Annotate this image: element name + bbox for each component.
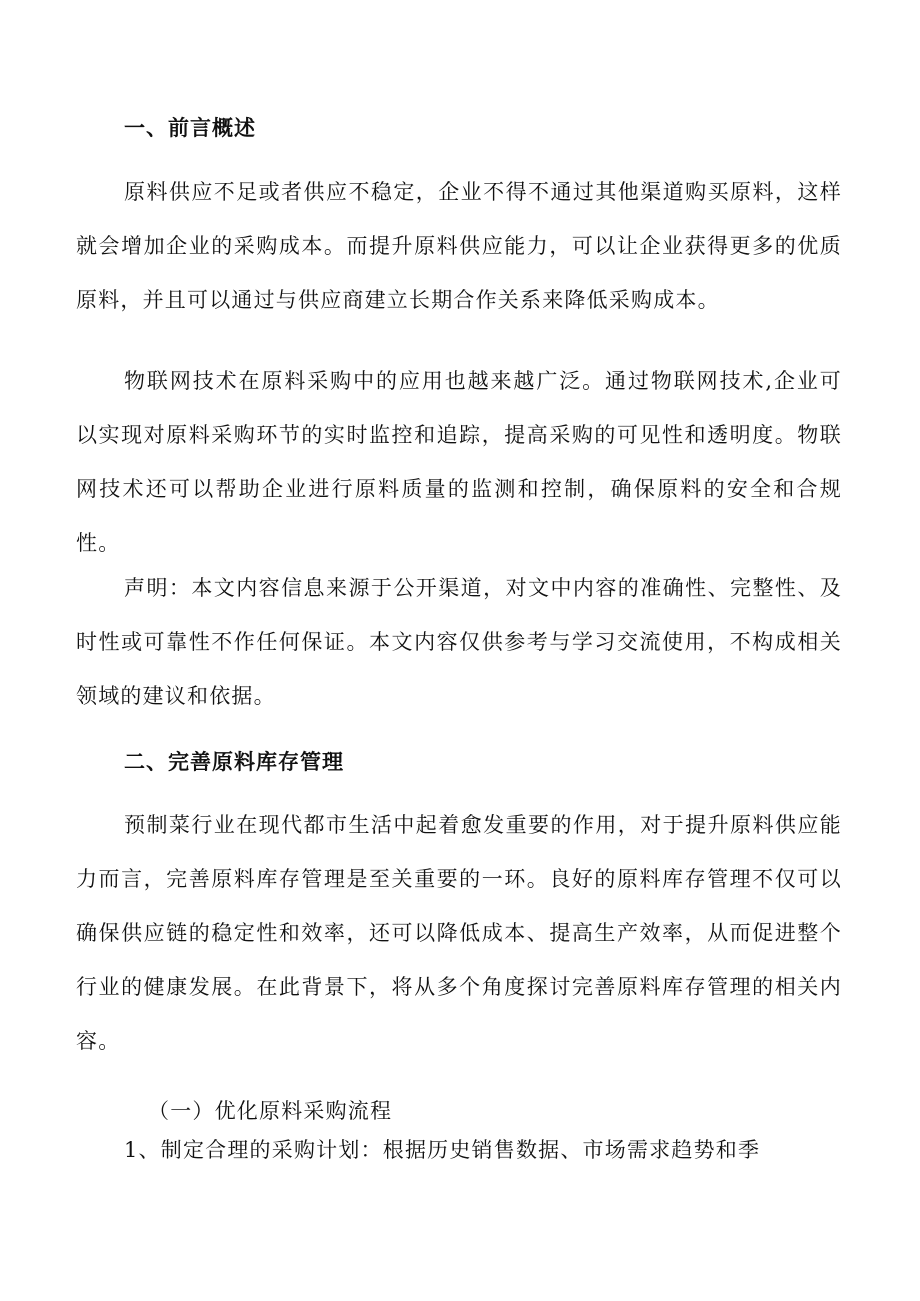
section-2-paragraph-1: 预制菜行业在现代都市生活中起着愈发重要的作用，对于提升原料供应能力而言，完善原料库存管理是至关重要的一环。良好的原料库存管理不仅可以确保供应链的稳定性和效率，还可以降低成本、提高生产效率，从而促进整个行业的健康发展。在此背景下，将从多个角度探讨完善原料库存管理的相关内容。 [76,813,842,1053]
section-1-paragraph-2: 物联网技术在原料采购中的应用也越来越广泛。通过物联网技术,企业可以实现对原料采购环节的实时监控和追踪，提高采购的可见性和透明度。物联网技术还可以帮助企业进行原料质量的监测和控制，确保原料的安全和合规性。 [76,369,842,555]
section-1-paragraph-1: 原料供应不足或者供应不稳定，企业不得不通过其他渠道购买原料，这样就会增加企业的采购成本。而提升原料供应能力，可以让企业获得更多的优质原料，并且可以通过与供应商建立长期合作关系来降低采购成本。 [76,180,842,312]
section-2-heading: 二、完善原料库存管理 [124,749,344,774]
list-item-1: 1、制定合理的采购计划：根据历史销售数据、市场需求趋势和季 [124,1138,761,1162]
section-1-heading: 一、前言概述 [124,115,256,140]
section-1-disclaimer: 声明：本文内容信息来源于公开渠道，对文中内容的准确性、完整性、及时性或可靠性不作任何保证。本文内容仅供参考与学习交流使用，不构成相关领域的建议和依据。 [76,576,842,708]
subsection-heading: （一）优化原料采购流程 [148,1099,393,1123]
